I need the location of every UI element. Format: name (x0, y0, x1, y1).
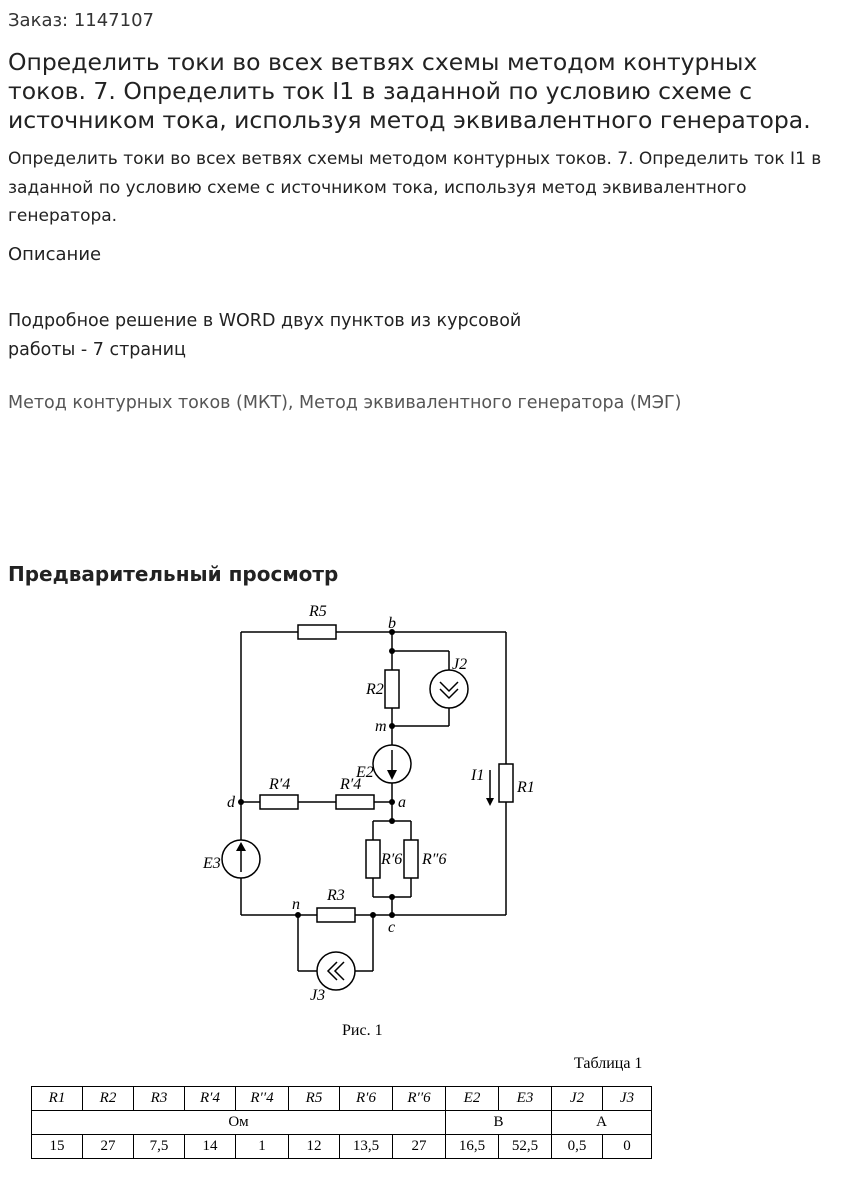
label-e3: E3 (203, 855, 221, 872)
unit-volt: В (446, 1111, 552, 1135)
header-j2: J2 (569, 1090, 585, 1106)
value-e2: 16,5 (446, 1135, 499, 1159)
value-r6-prime: 13,5 (340, 1135, 393, 1159)
table-caption: Таблица 1 (574, 1055, 643, 1072)
label-a: a (398, 794, 406, 811)
label-b: b (388, 615, 396, 632)
label-r2: R2 (366, 681, 384, 698)
header-r2: R2 (99, 1090, 117, 1106)
value-r1: 15 (32, 1135, 83, 1159)
header-e2: E2 (463, 1090, 481, 1106)
label-r4-prime: R′4 (269, 776, 291, 793)
table-units-row (32, 1111, 652, 1135)
header-r6-double-prime: R′′6 (407, 1090, 431, 1106)
description-heading: Описание (8, 244, 102, 265)
label-c: c (388, 919, 396, 936)
header-r4-prime: R′4 (200, 1090, 220, 1106)
page-title: Определить токи во всех ветвях схемы методом контурных токов. 7. Определить ток I1 в заданной по условию схеме с источником тока, используя метод эквивалентного генератора. (8, 48, 811, 134)
value-r2: 27 (83, 1135, 134, 1159)
description-body: Подробное решение в WORD двух пунктов из курсовой работы - 7 страниц (8, 311, 522, 360)
header-j3: J3 (619, 1090, 635, 1106)
label-m: m (375, 718, 387, 735)
header-r6-prime: R′6 (356, 1090, 376, 1106)
label-r3: R3 (327, 887, 345, 904)
header-r1: R1 (48, 1090, 66, 1106)
label-n: n (292, 896, 300, 913)
table-values-row (32, 1135, 652, 1159)
value-r6-double-prime: 27 (393, 1135, 446, 1159)
header-r4-double-prime: R′′4 (250, 1090, 274, 1106)
value-r5: 12 (289, 1135, 340, 1159)
parameters-table (31, 1086, 652, 1159)
value-r4-double-prime: 1 (236, 1135, 289, 1159)
description-text: Определить токи во всех ветвях схемы методом контурных токов. 7. Определить ток I1 в заданной по условию схеме с источником тока, используя метод эквивалентного генератора. (8, 149, 822, 226)
unit-ohm: Ом (32, 1111, 446, 1135)
unit-amp: А (552, 1111, 652, 1135)
label-r6-prime: R′6 (381, 851, 403, 868)
label-r1: R1 (517, 779, 535, 796)
label-i1: I1 (471, 767, 485, 784)
label-r4-double-prime: R′4 (340, 776, 362, 793)
label-d: d (227, 794, 235, 811)
label-j2: J2 (452, 656, 468, 673)
header-r5: R5 (305, 1090, 323, 1106)
label-j3: J3 (310, 987, 326, 1004)
value-j3: 0 (603, 1135, 652, 1159)
label-e2: E2 (356, 764, 374, 781)
value-r4-prime: 14 (185, 1135, 236, 1159)
figure-caption: Рис. 1 (342, 1022, 383, 1039)
table-header-row (32, 1087, 652, 1111)
header-r3: R3 (150, 1090, 168, 1106)
value-j2: 0,5 (552, 1135, 603, 1159)
value-e3: 52,5 (499, 1135, 552, 1159)
header-e3: E3 (516, 1090, 534, 1106)
order-number: Заказ: 1147107 (8, 10, 154, 31)
preview-heading: Предварительный просмотр (8, 562, 339, 586)
label-r6-double-prime: R″6 (422, 851, 447, 868)
tags-text: Метод контурных токов (МКТ), Метод эквивалентного генератора (МЭГ) (8, 393, 682, 413)
value-r3: 7,5 (134, 1135, 185, 1159)
label-r5: R5 (309, 603, 327, 620)
